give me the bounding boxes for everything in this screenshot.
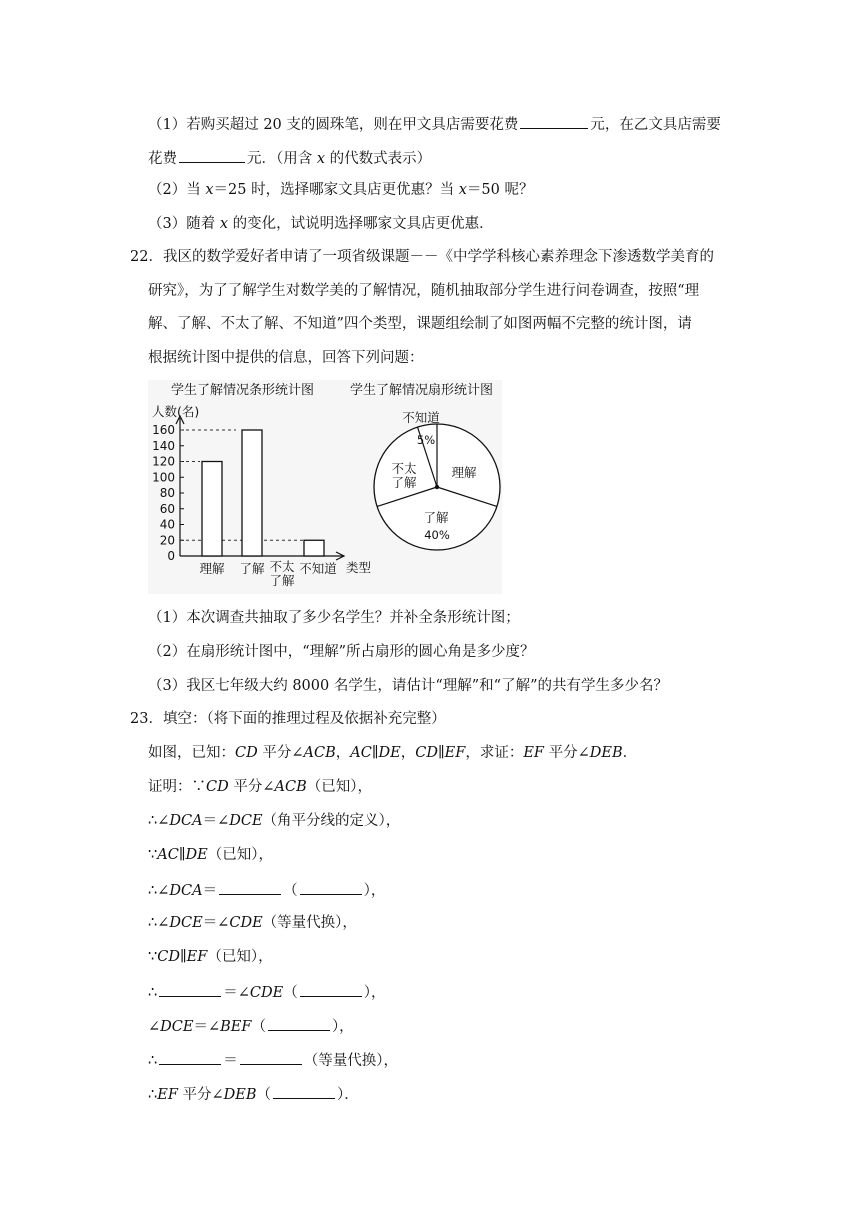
y-tick-label: 20 bbox=[159, 533, 175, 548]
parallel-symbol: ∥ bbox=[179, 949, 187, 965]
q22-question3: （3）我区七年级大约 8000 名学生，请估计“理解”和“了解”的共有学生多少名？ bbox=[148, 678, 668, 694]
angle-label: DCA bbox=[169, 883, 203, 899]
proof-step-3 bbox=[148, 845, 273, 865]
pie-percent-不知道: 5% bbox=[416, 433, 436, 447]
text: ＝ bbox=[202, 883, 218, 899]
segment-label: EF bbox=[444, 745, 466, 761]
bar-理解 bbox=[202, 462, 222, 557]
angle-label: DEB bbox=[223, 1087, 257, 1103]
answer-blank[interactable] bbox=[520, 113, 588, 129]
proof-step-1 bbox=[148, 777, 372, 797]
answer-blank[interactable] bbox=[219, 879, 281, 895]
text: 证明：∵ bbox=[148, 779, 206, 795]
text: 平分∠ bbox=[543, 745, 590, 761]
y-tick-label: 160 bbox=[152, 423, 175, 437]
text: （已知）， bbox=[306, 779, 372, 795]
text: 如图，已知： bbox=[148, 745, 235, 761]
segment-label: AC bbox=[350, 745, 372, 761]
text: ， bbox=[335, 745, 351, 761]
text: ）， bbox=[363, 985, 386, 1001]
text: （等量代换）， bbox=[262, 915, 357, 931]
category-label-不太: 不太 bbox=[269, 559, 295, 574]
text: （角平分线的定义）， bbox=[262, 813, 401, 829]
text: ）． bbox=[337, 1087, 359, 1103]
q21-part2 bbox=[148, 180, 533, 200]
q22-stem-line4: 根据统计图中提供的信息，回答下列问题： bbox=[148, 350, 424, 366]
text: ∴ bbox=[148, 985, 158, 1001]
category-label-了解-2: 了解 bbox=[269, 573, 295, 588]
text: ∴ bbox=[148, 1053, 158, 1069]
q21-part2-text-a: （2）当 bbox=[148, 182, 206, 198]
segment-label: EF bbox=[186, 949, 208, 965]
text: ， bbox=[400, 745, 416, 761]
proof-step-8 bbox=[148, 1015, 354, 1037]
q21-part1-text-e: 的代数式表示） bbox=[325, 151, 432, 167]
reason-blank[interactable] bbox=[273, 1083, 335, 1099]
pie-center-dot bbox=[435, 485, 439, 489]
q21-part1-text-b: 元，在乙文具店需要 bbox=[590, 117, 721, 133]
proof-step-9 bbox=[148, 1049, 398, 1071]
text: ，求证： bbox=[465, 745, 524, 761]
angle-label: CDE bbox=[249, 985, 284, 1001]
bar-了解 bbox=[242, 430, 262, 556]
answer-blank[interactable] bbox=[159, 1049, 221, 1065]
q21-part1-line1 bbox=[148, 113, 721, 135]
text: 平分∠ bbox=[228, 779, 275, 795]
q21-part1-line2 bbox=[148, 147, 431, 169]
text: ＝ bbox=[223, 1053, 238, 1069]
reason-blank[interactable] bbox=[268, 1015, 330, 1031]
bar-不知道 bbox=[304, 540, 324, 556]
angle-label: DEB bbox=[589, 745, 623, 761]
y-tick-label: 120 bbox=[152, 454, 175, 469]
reason-blank[interactable] bbox=[300, 981, 362, 997]
segment-label: CD bbox=[206, 779, 229, 795]
text: （已知）， bbox=[207, 847, 273, 863]
y-tick-label: 80 bbox=[159, 486, 175, 500]
q22-question1: （1）本次调查共抽取了多少名学生？并补全条形统计图； bbox=[148, 610, 520, 626]
text: 平分∠ bbox=[177, 1087, 224, 1103]
q21-part1-text-d: 元．（用含 bbox=[247, 151, 317, 167]
text: （ bbox=[251, 1019, 266, 1035]
reason-blank[interactable] bbox=[300, 879, 362, 895]
pie-label-不太: 不太 bbox=[391, 461, 417, 476]
q23-title: 23．填空：（将下面的推理过程及依据补充完整） bbox=[130, 711, 446, 727]
q21-part3 bbox=[148, 214, 494, 234]
segment-label: CD bbox=[415, 745, 438, 761]
y-tick-label: 140 bbox=[152, 438, 175, 453]
q21-part1-text-c: 花费 bbox=[148, 151, 177, 167]
y-axis-label: 人数(名) bbox=[152, 404, 200, 419]
text: （ bbox=[283, 883, 298, 899]
segment-label: EF bbox=[157, 1087, 178, 1103]
angle-label: DCE bbox=[229, 813, 263, 829]
x-axis-label: 类型 bbox=[346, 560, 372, 575]
text: ）， bbox=[331, 1019, 354, 1035]
y-tick-label: 100 bbox=[152, 470, 175, 485]
q22-question2: （2）在扇形统计图中，“理解”所占扇形的圆心角是多少度？ bbox=[148, 644, 535, 660]
statistics-figure bbox=[148, 380, 502, 594]
pie-label-不知道: 不知道 bbox=[402, 410, 440, 425]
angle-label: ACB bbox=[303, 745, 336, 761]
proof-step-5 bbox=[148, 913, 357, 933]
text: ∴ bbox=[148, 1087, 158, 1103]
bar-chart-title: 学生了解情况条形统计图 bbox=[171, 383, 315, 398]
q21-part2-text-c: ＝50 呢？ bbox=[466, 182, 534, 198]
category-label-理解: 理解 bbox=[199, 561, 225, 576]
angle-label: ACB bbox=[274, 779, 307, 795]
var-x: x bbox=[205, 182, 214, 198]
segment-label: EF bbox=[523, 745, 544, 761]
segment-label: CD bbox=[157, 949, 180, 965]
text: ＝∠ bbox=[202, 915, 230, 931]
answer-blank[interactable] bbox=[240, 1049, 302, 1065]
proof-step-7 bbox=[148, 981, 385, 1003]
parallel-symbol: ∥ bbox=[178, 847, 186, 863]
proof-step-6 bbox=[148, 947, 273, 967]
text: ∴∠ bbox=[148, 813, 170, 829]
text: ∴∠ bbox=[148, 915, 170, 931]
segment-label: DE bbox=[185, 847, 208, 863]
text: （等量代换）， bbox=[303, 1053, 398, 1069]
y-tick-label: 40 bbox=[159, 517, 175, 532]
var-x: x bbox=[219, 216, 229, 232]
text: ＝∠ bbox=[223, 985, 250, 1001]
pie-label-不太了解: 了解 bbox=[391, 475, 417, 490]
statistics-figure-svg bbox=[148, 380, 502, 594]
q21-part3-text-a: （3）随着 bbox=[148, 216, 220, 232]
angle-label: BEF bbox=[220, 1019, 252, 1035]
q21-part2-text-b: ＝25 时，选择哪家文具店更优惠？当 bbox=[213, 182, 459, 198]
pie-label-了解: 了解 bbox=[423, 510, 449, 525]
q21-part1-text-a: （1）若购买超过 20 支的圆珠笔，则在甲文具店需要花费 bbox=[148, 117, 519, 133]
q23-given bbox=[148, 743, 637, 763]
text: 平分∠ bbox=[257, 745, 304, 761]
pie-percent-了解: 40% bbox=[424, 528, 450, 542]
parallel-symbol: ∥ bbox=[437, 745, 445, 761]
q22-stem-line3: 解、了解、不太了解、不知道”四个类型，课题组绘制了如图两幅不完整的统计图，请 bbox=[148, 316, 692, 332]
answer-blank[interactable] bbox=[179, 147, 245, 163]
category-label-不知道: 不知道 bbox=[299, 561, 337, 576]
var-x: x bbox=[458, 182, 467, 198]
var-x: x bbox=[316, 151, 326, 167]
text: ＝∠ bbox=[193, 1019, 221, 1035]
text: （ bbox=[256, 1087, 272, 1103]
q22-stem-line1: 22．我区的数学爱好者申请了一项省级课题－－《中学学科核心素养理念下渗透数学美育的 bbox=[130, 249, 714, 265]
text: ∠ bbox=[148, 1019, 161, 1035]
y-tick-label: 60 bbox=[159, 501, 175, 516]
angle-label: DCE bbox=[169, 915, 203, 931]
parallel-symbol: ∥ bbox=[371, 745, 379, 761]
text: （ bbox=[283, 985, 298, 1001]
text: ＝∠ bbox=[202, 813, 230, 829]
text: ∴∠ bbox=[148, 883, 170, 899]
text: ． bbox=[622, 745, 638, 761]
category-label-了解: 了解 bbox=[239, 561, 265, 576]
segment-label: CD bbox=[235, 745, 258, 761]
answer-blank[interactable] bbox=[159, 981, 221, 997]
y-tick-label: 0 bbox=[167, 549, 175, 563]
text: （已知）， bbox=[207, 949, 273, 965]
angle-label: CDE bbox=[229, 915, 263, 931]
text: ）， bbox=[363, 883, 386, 899]
q22-stem-line2: 研究》，为了了解学生对数学美的了解情况，随机抽取部分学生进行问卷调查，按照“理 bbox=[148, 283, 700, 299]
text: ∵ bbox=[148, 847, 158, 863]
pie-chart-title: 学生了解情况扇形统计图 bbox=[350, 383, 494, 398]
angle-label: DCA bbox=[169, 813, 203, 829]
proof-step-10 bbox=[148, 1083, 359, 1105]
text: ∵ bbox=[148, 949, 158, 965]
proof-step-2 bbox=[148, 811, 400, 831]
segment-label: DE bbox=[378, 745, 401, 761]
proof-step-4 bbox=[148, 879, 385, 901]
angle-label: DCE bbox=[160, 1019, 194, 1035]
q21-part3-text-b: 的变化，试说明选择哪家文具店更优惠． bbox=[228, 216, 494, 232]
segment-label: AC bbox=[157, 847, 179, 863]
pie-label-理解: 理解 bbox=[451, 465, 477, 480]
